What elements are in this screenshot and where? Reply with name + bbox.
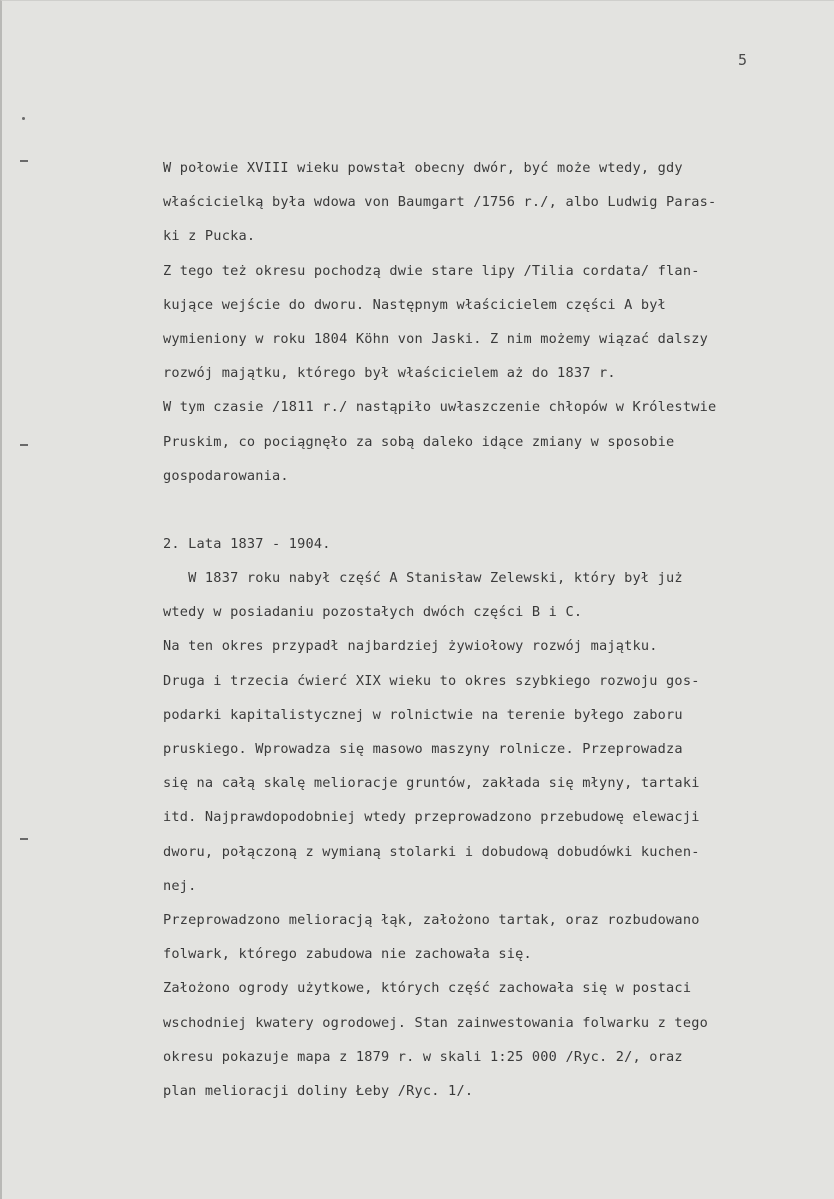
text-line: wymieniony w roku 1804 Köhn von Jaski. Z nim możemy wiązać dalszy <box>163 330 708 347</box>
margin-dash-mark <box>20 444 28 446</box>
text-line: gospodarowania. <box>163 467 289 484</box>
text-line: rozwój majątku, którego był właścicielem aż do 1837 r. <box>163 365 616 382</box>
text-line: Druga i trzecia ćwierć XIX wieku to okres szybkiego rozwoju gos- <box>163 672 700 689</box>
page-number: 5 <box>738 51 748 69</box>
text-line: okresu pokazuje mapa z 1879 r. w skali 1:25 000 /Ryc. 2/, oraz <box>163 1048 683 1065</box>
body-text <box>163 151 823 1108</box>
text-line: Z tego też okresu pochodzą dwie stare lipy /Tilia cordata/ flan- <box>163 262 700 279</box>
text-line: itd. Najprawdopodobniej wtedy przeprowadzono przebudowę elewacji <box>163 809 700 826</box>
text-line: W tym czasie /1811 r./ nastąpiło uwłaszczenie chłopów w Królestwie <box>163 399 717 416</box>
margin-dash-mark <box>20 160 28 162</box>
text-line: nej. <box>163 877 197 894</box>
text-line: Na ten okres przypadł najbardziej żywiołowy rozwój majątku. <box>163 638 658 655</box>
text-line: pruskiego. Wprowadza się masowo maszyny rolnicze. Przeprowadza <box>163 741 683 757</box>
text-line: podarki kapitalistycznej w rolnictwie na terenie byłego zaboru <box>163 706 683 723</box>
text-line: folwark, którego zabudowa nie zachowała się. <box>163 946 532 963</box>
section-2 <box>163 527 823 1108</box>
text-line: W 1837 roku nabył część A Stanisław Zelewski, który był już <box>163 570 683 587</box>
section-spacer <box>163 493 823 527</box>
section-heading: 2. Lata 1837 - 1904. <box>163 535 331 552</box>
text-line: kujące wejście do dworu. Następnym właścicielem części A był <box>163 296 667 313</box>
text-line: wschodniej kwatery ogrodowej. Stan zainwestowania folwarku z tego <box>163 1014 708 1031</box>
text-line: ki z Pucka. <box>163 228 256 245</box>
paragraph-1 <box>163 151 823 493</box>
text-line: Przeprowadzono melioracją łąk, założono tartak, oraz rozbudowano <box>163 911 700 928</box>
text-line: W połowie XVIII wieku powstał obecny dwór, być może wtedy, gdy <box>163 160 683 176</box>
margin-dash-mark <box>20 838 28 840</box>
text-line: się na całą skalę melioracje gruntów, zakłada się młyny, tartaki <box>163 775 700 792</box>
text-line: plan melioracji doliny Łeby /Ryc. 1/. <box>163 1082 474 1099</box>
text-line: dworu, połączoną z wymianą stolarki i dobudową dobudówki kuchen- <box>163 843 700 860</box>
text-line: wtedy w posiadaniu pozostałych dwóch części B i C. <box>163 604 583 621</box>
text-line: Pruskim, co pociągnęło za sobą daleko idące zmiany w sposobie <box>163 433 675 450</box>
margin-dot-mark <box>22 117 25 120</box>
text-line: właścicielką była wdowa von Baumgart /1756 r./, albo Ludwig Paras- <box>163 194 717 211</box>
text-line: Założono ogrody użytkowe, których część zachowała się w postaci <box>163 980 692 997</box>
